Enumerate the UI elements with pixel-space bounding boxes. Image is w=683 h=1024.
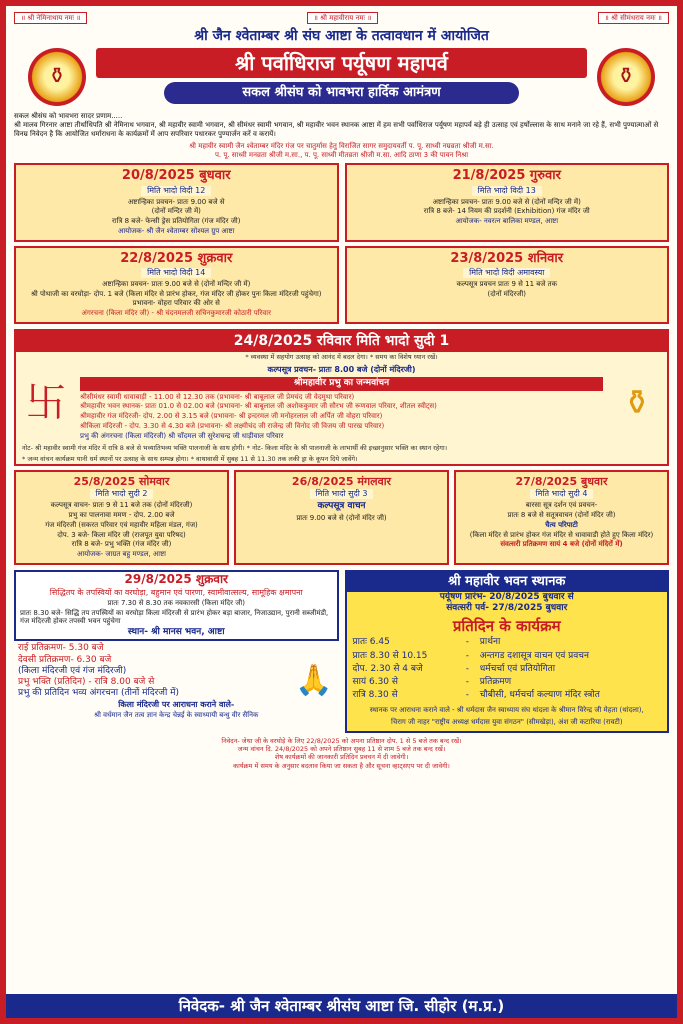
day-card-27 [454,470,669,565]
top-mantra-bar [14,10,669,26]
day-date: 20/8/2025 बुधवार [121,168,231,184]
sthanak-aradhana-1: स्थानक पर आराधना कराने वाले - श्री धर्मदास जैन स्वाध्याय संघ थांदला के श्रीमान विरेन्द्र जी मेहता (थांदला), [369,705,644,714]
day-line: गंज मंदिरजी (सकरत परिवार एवं महावीर महिला मंडल, गंज) [45,520,198,529]
day-note: नोट- श्री महावीर स्वामी गंज मंदिर में रात्रि 8 बजे से भव्यातिभव्य भक्ति पालनाजी के साथ होगी। * नोट- किला मंदिर के श्री पालनाजी के लाभार्थी की इच्छानुसार भक्ति का स्थान रहेगा। [22,444,448,453]
day-tithi: मिति भादो विदी 12 [141,186,211,196]
hero-section [14,48,669,110]
day-line: दोप. 3 बजे- किला मंदिर जी (राजपूत युवा परिषद) [57,530,186,539]
day-line: रात्रि 8 बजे- फेन्सी ड्रेस प्रतियोगिता (गंज मंदिर जी) [112,217,241,225]
daily-program-title: प्रतिदिन के कार्यक्रम [452,616,561,635]
bottom-section [14,570,669,733]
footer-bar: निवेदक- श्री जैन श्वेताम्बर श्रीसंघ आष्टा जि. सीहोर (म.प्र.) [6,994,677,1018]
day-line: आयोजक- श्री जैन श्वेताम्बर सोश्यल ग्रुप आष्टा [118,226,235,235]
day-line: चैत्य परिपाटी [545,520,578,529]
footer-note: शेष कार्यक्रमों की जानकारी प्रतिदिन प्रवचन में दी जावेगी। [274,753,409,762]
paryushan-start: पर्यूषण प्रारंभ- 20/8/2025 बुधवार से [439,592,574,603]
day-line: श्रीमहावीर भवन स्थानक- प्रातः 01.0 से 02.00 बजे (प्रभावना- श्री बाबूलाल जी अशोककुमार जी सौरभ जी रूणवाल परिवार, शीतल स्वीट्स) [80,402,437,411]
samvatsari-date: संवत्सरी पर्व- 27/8/2025 बुधवार [446,603,568,614]
day-card-22 [14,246,339,324]
day-line: (दोनों मंदिरजी) [487,289,526,298]
right-column [345,570,670,733]
schedule-activity: अन्तगड दशासूत्र वाचन एवं प्रवचन [479,650,590,661]
day-line: अष्टान्हिका प्रवचन- प्रातः 9.00 बजे से [127,197,225,206]
organizer-heading: श्री जैन श्वेताम्बर श्री संघ आष्टा के तत्वावधान में आयोजित [194,28,489,44]
sadhvi-line-2: प. पू. साध्वी मनव्रता श्रीजी म.सा., प. पू. साध्वी मीतव्रता श्रीजी म.सा. आदि ठाणा 3 की पावन निश्रा [214,150,469,159]
day-line: कल्पसूत्र वाचन [317,501,366,512]
schedule-row-1 [14,163,669,241]
day-date: 22/8/2025 शुक्रवार [120,250,233,266]
day-card-20 [14,163,339,241]
day-date: 27/8/2025 बुधवार [515,474,608,488]
schedule-time: रात्रि 8.30 से [352,690,398,701]
day-card-23 [345,246,670,324]
footer-note: निवेदन- जेथा जी के वरघोड़े के लिए 22/8/2025 को अपना प्रतिष्ठान दोप. 1 से 5 बजे तक बन्द रखें। [221,737,462,746]
day-line: अष्टान्हिका प्रवचन- प्रातः 9.00 बजे से (दोनों मन्दिर जी में) [102,279,251,288]
festival-banner: श्री पर्वाधिराज पर्यूषण महापर्व [96,48,587,78]
day-card-25 [14,470,229,565]
day-line: (किला मंदिर से प्रारंभ होकर गंज मंदिर से धावावाडी होते हुए किला मंदिर) [469,530,654,539]
day-date: 26/8/2025 मंगलवार [291,474,392,488]
folded-hands-icon: 🙏 [295,662,333,698]
day-line: आयोजक- जाग्रत बहु मण्डल, आष्टा [77,550,166,559]
day-line: कल्पसूत्र वाचन- प्रातः 9 से 11 बजे तक (दोनों मंदिरजी) [50,501,193,510]
day-line: प्रातः 9.00 बजे से (दोनों मंदिर जी) [296,513,387,522]
day-tithi: मिति भादो विदी अमावस्या [463,268,550,278]
kila-aradhana-name: श्री वर्धमान जैन तत्व ज्ञान केन्द्र चेन्नई के स्वाध्यायी बन्धु वीर सैनिक [94,711,259,720]
kalash-emblem-icon: ⚱ [597,48,655,106]
mantra-left: ॥ श्री नेमिनाथाय नमः ॥ [14,12,87,25]
day-date: 23/8/2025 शनिवार [450,250,564,266]
day-tithi: मिति भादो सुदी 4 [530,489,594,499]
schedule-time: दोप. 2.30 से 4 बजे [352,663,423,674]
left-column [14,570,339,733]
day-date: 24/8/2025 रविवार मिति भादो सुदी 1 [16,331,667,353]
day-tithi: मिति भादो सुदी 2 [90,489,154,499]
schedule-row-2 [14,246,669,324]
pratikraman-rai: राई प्रतिक्रमण- 5.30 बजे [18,643,104,654]
schedule-time: सायं 6.30 से [352,677,398,688]
day-line: आयोजक- नवरत्न बालिका मण्डल, आष्टा [455,217,559,225]
invitation-ribbon: सकल श्रीसंघ को भावभरा हार्दिक आमंत्रण [164,82,519,104]
day-line: श्री पोथाजी का वरघोड़ा- दोप. 1 बजे (किला मंदिर से प्रारंभ होकर, गंज मंदिर जी होकर पुनः किला मंदिरजी पहुंचेगा) [30,289,322,298]
day-date: 25/8/2025 सोमवार [73,474,170,488]
day-line: कल्पसूत्र प्रवचन प्रातः 9 से 11 बजे तक [456,279,558,288]
day-line: प्रातः 7.30 से 8.30 तक नवकारसी (किला मंदिर जी) [107,598,245,607]
footer-note: जन्म वांचन दि. 24/8/2025 को अपने प्रतिष्ठान सुबह 11 से शाम 5 बजे तक बन्द रखें। [237,745,446,754]
schedule-activity: प्रार्थना [479,637,501,648]
day-line: प्रातः 8.30 बजे- सिद्धि तप तपस्वियों का वरघोड़ा किला मंदिरजी से प्रारंभ होकर बड़ा बाजार, निजाउद्यान, पुरानी सब्जीमंडी, गंज मंदिरजी होकर तपस्वी भवन पहुंचेगा [20,608,329,626]
kalash-emblem-icon: ⚱ [28,48,86,106]
swastika-icon: 卐 [26,379,66,426]
schedule-activity: चौबीसी, धर्मचर्चा कल्याण मंदिर स्त्रोत [479,690,600,701]
schedule-activity: प्रतिक्रमण [479,677,512,688]
sthanak-aradhana-2: चिराग जी नाहर "राष्ट्रीय अध्यक्ष धर्मदास युवा संगठन" (सीमखेड़ा), अंश जी कटारिया (रावटी) [390,718,623,727]
day-card-24 [14,329,669,466]
intro-text [14,112,669,139]
day-line: प्रभावना- वोहरा परिवार की ओर से [132,299,220,308]
sadhvi-info [14,142,669,160]
day-card-29 [14,570,339,642]
footer-notes [14,737,669,770]
day-card-21 [345,163,670,241]
day-line: सिद्धितप के तपस्वियों का वरघोड़ा, बहुमान एवं पारणा, स्वामीवात्सल्य, सामूहिक क्षमापना [49,587,303,597]
day-line: (दोनों मन्दिर जी में) [151,207,201,216]
day-note: * व्यवस्था में सहयोग उत्साह को आनंद में बदल देगा। * समय का विशेष ध्यान रखें। [245,353,438,362]
day-24-content [76,362,607,443]
mahavir-bhavan-card [345,570,670,733]
pratikraman-place: (किला मंदिरजी एवं गंज मंदिरजी) [18,665,127,676]
schedule-row-3 [14,470,669,565]
day-line: अंगरचना (किला मंदिर जी) - श्री चंदनमलजी सचिनकुमारजी कोठारी परिवार [81,309,271,317]
day-line: रात्रि 8 बजे- प्रभु भक्ति (गंज मंदिर जी) [71,540,172,549]
day-line: श्रीकिला मंदिरजी - दोप. 3.30 से 4.30 बजे (प्रभावना- श्री लक्ष्मीचंद जी राजेन्द्र जी विनोद जी विजय जी पारख परिवार) [80,421,385,430]
footer-note: कार्यक्रम में समय के अनुसार बदलाव किया जा सकता है और सूचना व्हाट्सएप पर दी जावेगी। [233,761,450,770]
day-line: प्रभु का पालनावा ममण - दोप. 2.00 बजे [68,511,175,520]
day-tithi: मिति भादो विदी 13 [472,186,542,196]
schedule-time: प्रातः 6.45 [352,637,390,648]
mahavir-bhavan-title: श्री महावीर भवन स्थानक [347,572,668,592]
day-line: श्रीसीमंधर स्वामी धावाबाड़ी - 11.00 से 12.30 तक (प्रभावना- श्री बाबूलाल जी प्रेमचंद जी वेदमुथा परिवार) [80,392,355,401]
day-tithi: मिति भादो सुदी 3 [310,489,374,499]
schedule-time: प्रातः 8.30 से 10.15 [352,650,428,661]
schedule-activity: धर्मचर्चा एवं प्रतियोगिता [479,663,556,674]
pratikraman-devasi: देवसी प्रतिक्रमण- 6.30 बजे [18,654,112,665]
mantra-right: ॥ श्री सीमंधराय नमः ॥ [598,12,669,25]
day-card-26 [234,470,449,565]
angarachna: प्रभु की प्रतिदिन भव्य अंगरचना (तीनों मंदिरजी में) [18,688,180,699]
day-24-body [16,362,667,443]
day-line: संवत्सरी प्रतिक्रमण सायं 4 बजे (दोनों मंदिरों में) [500,540,623,549]
day-line: स्थान- श्री मानस भवन, आष्टा [127,627,225,638]
intro-greeting: सकल श्रीसंघ को भावभरा सादर प्रणाम..... [14,111,123,120]
day-date: 29/8/2025 शुक्रवार [124,571,228,586]
day-line: बारसा सूत्र दर्शन एवं प्रवचन- [525,501,598,510]
prabhu-bhakti: प्रभु भक्ति (प्रतिदिन) - रात्रि 8.00 बजे से [18,677,155,688]
day-line: प्रातः 8 बजे से सतूत्रवाचन (दोनों मंदिर जी) [507,511,616,520]
kila-aradhana-title: किला मंदिरजी पर आराधना कराने वाले- [118,700,235,710]
day-line: अष्टान्हिका प्रवचन- प्रातः 9.00 बजे से (दोनों मन्दिर जी में) [432,197,581,206]
kalash-icon: ⚱ [622,382,652,423]
mantra-center: ॥ श्री महावीराय नमः ॥ [307,12,379,25]
day-date: 21/8/2025 गुरुवार [452,168,561,184]
day-line: श्रीमहावीर गंज मंदिरजी- दोप. 2.00 से 3.15 बजे (प्रभावना- श्री इन्दरमल जी मनोहरलाल जी अर्पित जी वोहरा परिवार) [80,412,383,421]
day-line: प्रभु की अंगरचना (किला मंदिरजी) श्री चाँदमल जी सुरेशचन्द्र जी धाड़ीवाल परिवार [80,431,284,440]
day-tithi: मिति भादो विदी 14 [141,268,211,278]
day-note: * जन्म वांचन कार्यक्रम यानी धर्म स्थानों पर उत्साह के साथ सम्पन्न होगा। * वाथावासी में सुबह 11 से 11.30 तक लकी ड्रा के कूपन दिये जावेंगे। [22,454,358,463]
day-line: कल्पसूत्र प्रवचन- प्रातः 8.00 बजे (दोनों मंदिरजी) [267,365,416,375]
daily-schedule: प्रातः 6.45 - प्रार्थना प्रातः 8.30 से 10.15 - अन्तगड दशासूत्र वाचन एवं प्रवचन दोप. 2.30 से 4 बजे - धर्मचर्चा एवं प्रतियोगिता सायं 6.30 से - प्रतिक्रमण रात्रि 8.30 से - चौबीसी, धर्मचर्चा कल्याण मंदिर स्त्रोत [347,637,668,701]
janm-vanchan-band: श्रीमहावीर प्रभु का जन्मवांचन [80,377,603,390]
sadhvi-line-1: श्री महावीर स्वामी जैन श्वेताम्बर मंदिर गंज पर चातुर्मास हेतु विराजित सागर समुदायवर्ती प. पू. साध्वी नम्रव्रता श्रीजी म.सा. [189,141,494,150]
day-line: रात्रि 8 बजे- 14 नियम की प्रदर्शनी (Exhibition) गंज मंदिर जी [423,207,590,216]
intro-body: श्री मालव गिरनार आष्टा तीर्थाधिपति श्री नेमिनाथ भगवान, श्री महावीर स्वामी भगवान, श्री सीमंधर स्वामी भगवान, श्री महावीर भवन स्थानक आष्टा में हम सभी पर्वाधिराज पर्यूषण महापर्व बड़े ही उत्साह एवं हर्षोल्लास के साथ मनाने जा रहे हैं, सभी पुण्यात्माओं से विनम्र निवेदन है कि आयोजित धर्माराधना के कार्यक्रमों में आप सपरिवार पधारकर पुण्यार्जन करें व करायें। [14,121,659,138]
